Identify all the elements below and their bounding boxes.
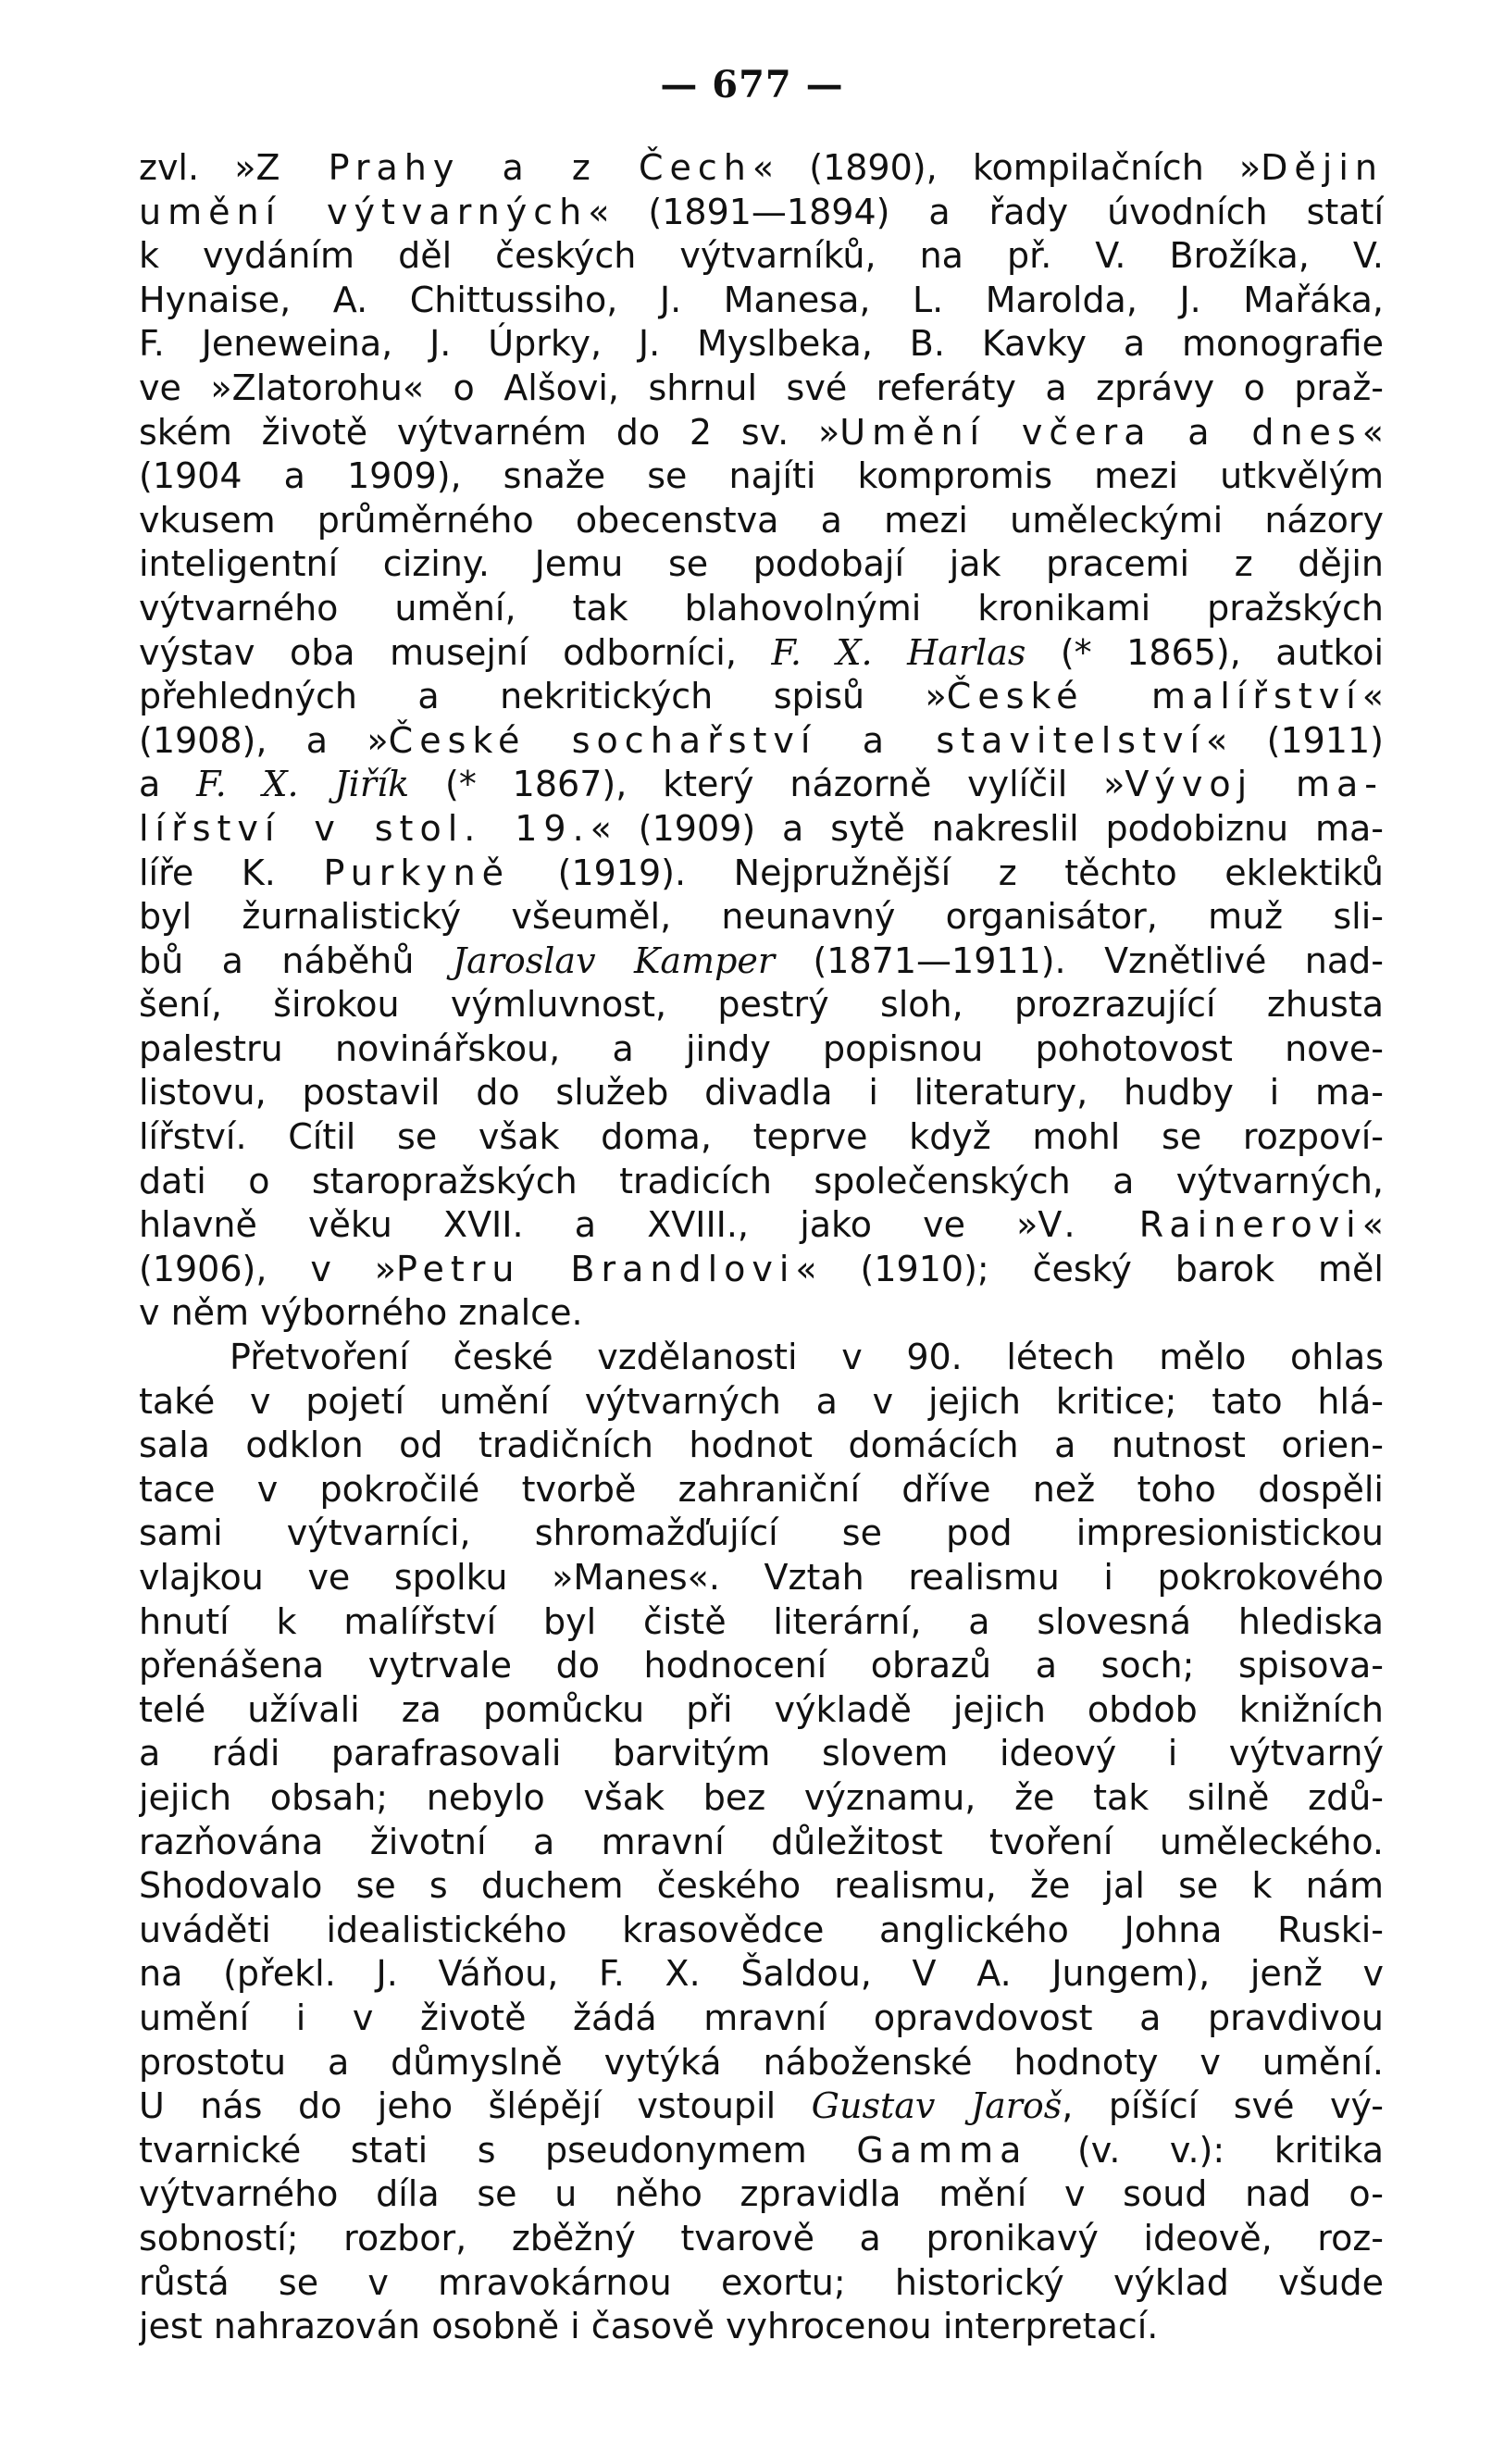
text-line (139, 940, 1384, 984)
italic-name: Gustav Jaroš (811, 2085, 1063, 2127)
text-line (139, 1424, 1384, 1468)
text-segment: lířství. Cítil se však doma, teprve když mohl se rozpoví- (139, 1116, 1384, 1158)
text-segment: ve »Zlatorohu« o Alšovi, shrnul své referáty a zprávy o praž- (139, 367, 1384, 408)
text-segment: (* 1867), který názorně vylíčil » (409, 764, 1125, 805)
text-segment: růstá se v mravokárnou exortu; historický výklad všude (139, 2261, 1384, 2303)
spaced-title: lířství v stol. 19. (139, 807, 590, 849)
spaced-title: Petru Brandlovi (395, 1248, 796, 1289)
spaced-title: Dějin (1261, 147, 1384, 188)
text-line (139, 542, 1384, 587)
text-line (139, 2305, 1384, 2349)
text-segment: výtvarného umění, tak blahovolnými kronikami pražských (139, 587, 1384, 628)
text-segment: Shodovalo se s duchem českého realismu, že jal se k nám (139, 1865, 1384, 1907)
text-line (139, 146, 1384, 191)
text-segment: « (1909) a sytě nakreslil podobiznu ma- (590, 807, 1384, 849)
text-segment: také v pojetí umění výtvarných a v jejich kritice; tato hlá- (139, 1380, 1384, 1422)
text-segment: telé užívali za pomůcku při výkladě jejich obdob knižních (139, 1688, 1384, 1730)
text-line (139, 1600, 1384, 1645)
text-line (139, 675, 1384, 719)
text-segment: hnutí k malířství byl čistě literární, a slovesná hlediska (139, 1600, 1384, 1642)
text-line (139, 1512, 1384, 1556)
text-line (139, 1248, 1384, 1292)
text-line (139, 454, 1384, 499)
text-line (139, 1027, 1384, 1072)
text-segment: F. Jeneweina, J. Úprky, J. Myslbeka, B. Kavky a monografie (139, 323, 1384, 365)
text-segment: (1919). Nejpružnější z těchto eklektiků (510, 852, 1384, 893)
text-segment: na (překl. J. Váňou, F. X. Šaldou, V A. Jungem), jenž v (139, 1953, 1384, 1995)
text-line (139, 1776, 1384, 1821)
text-line (139, 719, 1384, 764)
text-segment: uváděti idealistického krasovědce anglického Johna Ruski- (139, 1909, 1384, 1950)
spaced-title: Gamma (856, 2129, 1028, 2171)
text-segment: sala odklon od tradičních hodnot domácích a nutnost orien- (139, 1425, 1384, 1466)
text-line (139, 1644, 1384, 1688)
spaced-title: České malířství (946, 676, 1362, 717)
spaced-title: Vývoj ma- (1125, 764, 1384, 805)
spaced-title: České sochařství a stavitelství (388, 719, 1207, 761)
text-segment: přehledných a nekritických spisů » (139, 676, 947, 717)
text-segment: jest nahrazován osobně i časově vyhrocenou interpretací. (139, 2306, 1159, 2347)
text-segment: (1871—1911). Vznětlivé nad- (775, 940, 1384, 981)
text-segment: ském životě výtvarném do 2 sv. » (139, 411, 840, 453)
text-segment: líře K. (139, 852, 324, 893)
text-segment: tvarnické stati s pseudonymem (139, 2129, 857, 2171)
text-line (139, 279, 1384, 323)
text-segment: šení, širokou výmluvnost, pestrý sloh, prozrazující zhusta (139, 984, 1384, 1026)
text-segment: výstav oba musejní odborníci, (139, 631, 772, 673)
text-line (139, 1160, 1384, 1204)
text-segment: a rádi parafrasovali barvitým slovem ideový i výtvarný (139, 1733, 1384, 1774)
page-number: — 677 — (660, 63, 844, 106)
text-segment: tace v pokročilé tvorbě zahraniční dříve než toho dospěli (139, 1468, 1384, 1510)
text-segment: « (1361, 411, 1384, 453)
text-segment: výtvarného díla se u něho zpravidla mění v soud nad o- (139, 2173, 1384, 2215)
text-segment: (1906), v » (139, 1248, 396, 1289)
text-segment: inteligentní ciziny. Jemu se podobají jak pracemi z dějin (139, 543, 1384, 585)
italic-name: F. X. Harlas (771, 631, 1026, 673)
text-segment: byl žurnalistický všeuměl, neunavný organisátor, muž sli- (139, 896, 1384, 938)
text-line (139, 1732, 1384, 1776)
text-line (139, 631, 1384, 676)
text-segment: sobností; rozbor, zběžný tvarově a pronikavý ideově, roz- (139, 2217, 1384, 2259)
text-line (139, 1115, 1384, 1160)
text-line (139, 191, 1384, 235)
text-segment: Přetvoření české vzdělanosti v 90. létech mělo ohlas (230, 1337, 1384, 1378)
text-segment: « (1361, 676, 1384, 717)
text-line (139, 2172, 1384, 2217)
text-segment: a (139, 764, 197, 805)
text-line (139, 1688, 1384, 1733)
text-line (139, 234, 1384, 279)
text-line (139, 763, 1384, 807)
spaced-title: Z Prahy a z Čech (255, 147, 752, 188)
text-segment: (1908), a » (139, 719, 389, 761)
text-line (139, 2129, 1384, 2173)
text-line (139, 1909, 1384, 1953)
text-line (139, 2084, 1384, 2129)
text-segment: přenášena vytrvale do hodnocení obrazů a soch; spisova- (139, 1645, 1384, 1686)
text-segment: palestru novinářskou, a jindy popisnou pohotovost nove- (139, 1027, 1384, 1069)
text-segment: « (1911) (1206, 719, 1384, 761)
text-segment: hlavně věku XVII. a XVIII., jako ve » (139, 1204, 1038, 1246)
text-segment: k vydáním děl českých výtvarníků, na př. V. Brožíka, V. (139, 235, 1384, 277)
text-segment: « (1910); český barok měl (795, 1248, 1384, 1289)
text-segment: razňována životní a mravní důležitost tvoření uměleckého. (139, 1821, 1384, 1862)
text-line (139, 1468, 1384, 1512)
text-line (139, 1864, 1384, 1909)
text-line (139, 1952, 1384, 1997)
text-segment: jejich obsah; nebylo však bez významu, že tak silně zdů- (139, 1776, 1384, 1818)
text-line (139, 1556, 1384, 1600)
text-line (139, 1071, 1384, 1115)
text-segment: U nás do jeho šlépějí vstoupil (139, 2085, 812, 2127)
spaced-title: Umění včera a dnes (839, 411, 1362, 453)
text-line (139, 1997, 1384, 2041)
text-segment: bů a náběhů (139, 940, 453, 981)
spaced-title: Purkyně (323, 852, 511, 893)
text-segment: (1904 a 1909), snaže se najíti kompromis mezi utkvělým (139, 455, 1384, 497)
text-line (139, 1203, 1384, 1248)
text-line (139, 1336, 1384, 1380)
text-line (139, 2041, 1384, 2085)
text-line (139, 411, 1384, 455)
text-segment: Hynaise, A. Chittussiho, J. Manesa, L. Marolda, J. Mařáka, (139, 279, 1384, 320)
text-segment: vkusem průměrného obecenstva a mezi uměleckými názory (139, 499, 1384, 541)
text-line (139, 1380, 1384, 1425)
text-segment: sami výtvarníci, shromažďující se pod impresionistickou (139, 1512, 1384, 1554)
text-segment: zvl. » (139, 147, 256, 188)
text-line (139, 2261, 1384, 2306)
body-text (139, 146, 1384, 2349)
text-line (139, 807, 1384, 852)
text-segment: prostotu a důmyslně vytýká náboženské hodnoty v umění. (139, 2041, 1384, 2083)
text-segment: « (1890), kompilačních » (752, 147, 1262, 188)
text-segment: (* 1865), autkoi (1025, 631, 1384, 673)
spaced-title: umění výtvarných (139, 191, 589, 232)
text-segment: dati o staropražských tradicích společenských a výtvarných, (139, 1160, 1384, 1201)
text-segment: « (1891—1894) a řady úvodních statí (588, 191, 1384, 232)
text-segment: (v. v.): kritika (1027, 2129, 1384, 2171)
text-segment: listovu, postavil do služeb divadla i literatury, hudby i ma- (139, 1072, 1384, 1114)
text-line (139, 587, 1384, 631)
text-line (139, 499, 1384, 543)
text-line (139, 367, 1384, 411)
text-segment: , píšící své vý- (1062, 2085, 1384, 2127)
text-segment: umění i v životě žádá mravní opravdovost a pravdivou (139, 1997, 1384, 2038)
italic-name: F. X. Jiřík (196, 764, 410, 805)
text-line (139, 895, 1384, 940)
spaced-title: V. Rainerovi (1038, 1204, 1362, 1246)
text-line (139, 983, 1384, 1027)
text-line (139, 852, 1384, 896)
text-segment: vlajkou ve spolku »Manes«. Vztah realismu i pokrokového (139, 1557, 1384, 1598)
text-line (139, 1821, 1384, 1865)
text-segment: « (1361, 1204, 1384, 1246)
text-line (139, 2217, 1384, 2261)
italic-name: Jaroslav Kamper (452, 940, 776, 981)
text-segment: v něm výborného znalce. (139, 1292, 583, 1334)
text-line (139, 1291, 1384, 1336)
text-line (139, 322, 1384, 367)
